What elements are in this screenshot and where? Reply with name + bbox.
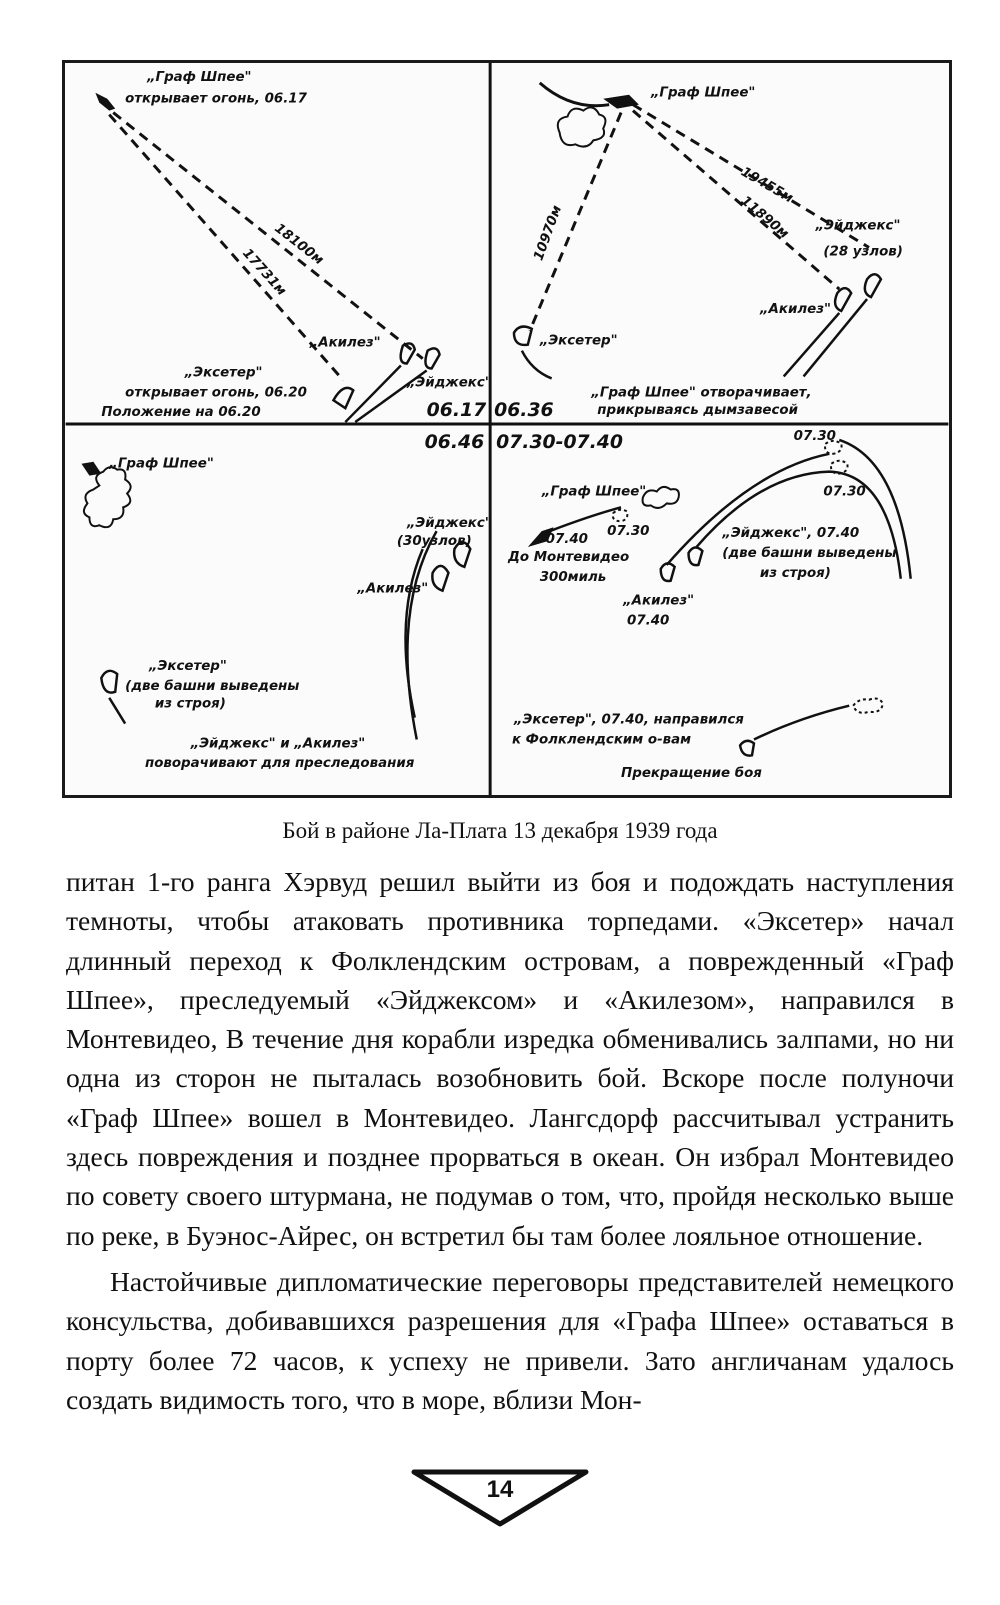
q4-spee-ghost-icon [613, 510, 628, 522]
paragraph-2: Настойчивые дипломатические переговоры представителей немецкого консульства, добивавшихся разрешения для «Графа Шпее» оставаться в порту более 72 часов, к успеху не привели. Зато англичанам удалось создать видимость того, что в море, вблизи Мон- [66, 1265, 954, 1415]
q4-t3: 07.30 [607, 524, 650, 540]
q4-end: Прекращение боя [621, 766, 762, 782]
q4-montevideo1: До Монтевидео [507, 549, 630, 565]
spee-turn-track [540, 83, 609, 106]
body-text [66, 862, 954, 1419]
q2-time: 06.36 [494, 400, 554, 422]
q4-ajax-line2: (две башни выведены [722, 545, 897, 561]
q3-achilles-ship-icon [432, 566, 448, 591]
q2-ajax-ship-icon [865, 274, 881, 297]
q2-achilles: „Акилез" [759, 301, 831, 317]
q2-achilles-ship-icon [835, 288, 851, 311]
q1-range-1: 18100м [271, 220, 326, 269]
q2-exeter: „Эксетер" [539, 333, 618, 349]
quadrant-2 [494, 83, 903, 421]
q1-range-2: 17731м [239, 246, 289, 299]
q2-exeter-wake [522, 351, 552, 379]
q2-range-1: 19455м [738, 164, 796, 207]
q2-spee: „Граф Шпее" [650, 85, 756, 101]
q4-spee-time: 07.40 [545, 532, 588, 548]
ajax-ship-icon [425, 348, 439, 368]
figure-caption: Бой в районе Ла-Плата 13 декабря 1939 года [282, 818, 718, 843]
q4-achilles2: 07.40 [627, 613, 670, 629]
q3-smoke-icon [84, 467, 131, 527]
q4-t2: 07.30 [823, 484, 866, 500]
q4-exeter-ship-icon [740, 741, 754, 756]
q4-time: 07.30-07.40 [496, 431, 624, 453]
q3-pursuit2: поворачивают для преследования [144, 756, 415, 772]
q3-achilles: „Акилез" [357, 581, 429, 597]
q3-exeter-note1: (две башни выведены [125, 678, 300, 694]
q3-pursuit1: „Эйджекс" и „Акилез" [190, 736, 366, 752]
q1-achilles: „Акилез" [309, 335, 381, 351]
q3-time: 06.46 [424, 431, 485, 453]
q3-exeter-ship-icon [101, 671, 117, 693]
q2-turn-line2: прикрываясь дымзавесой [597, 403, 798, 419]
q4-ajax-line1: „Эйджекс", 07.40 [722, 526, 860, 542]
q3-exeter-wake [109, 698, 125, 724]
q2-range-3: 10970м [531, 203, 566, 263]
q2-turn-line1: „Граф Шпее" отворачивает, [591, 385, 812, 401]
q3-spee: „Граф Шпее" [109, 456, 214, 472]
q4-montevideo2: 300миль [539, 569, 607, 585]
battle-diagram [62, 60, 952, 798]
q4-t1: 07.30 [793, 428, 836, 444]
q4-exeter-track [754, 706, 849, 740]
q4-exeter-ghost-icon [853, 698, 883, 712]
page-number: 14 [486, 1476, 514, 1503]
q4-smoke-icon [643, 487, 679, 508]
q4-exeter1: „Эксетер", 07.40, направился [513, 712, 744, 728]
q3-ajax-speed: (30узлов) [396, 534, 472, 550]
q4-ajax-ship-icon [689, 547, 703, 565]
q2-range-line-achilles [633, 111, 839, 290]
q4-spee: „Граф Шпее" [541, 484, 647, 500]
quadrant-3 [81, 432, 491, 771]
page-number-badge [410, 1468, 590, 1528]
q3-ajax: „Эйджекс" [406, 516, 492, 532]
q1-spee-title: „Граф Шпее" [146, 69, 252, 85]
q1-time: 06.17 [426, 400, 487, 422]
q1-ajax: „Эйджекс" [406, 375, 492, 391]
q2-exeter-ship-icon [514, 327, 532, 345]
q4-exeter2: к Фолклендским о-вам [511, 732, 692, 748]
q3-exeter: „Эксетер" [148, 659, 227, 675]
quadrant-4 [496, 429, 911, 781]
battle-diagram-svg [65, 63, 949, 795]
smoke-screen-icon [558, 107, 606, 146]
paragraph-1: питан 1-го ранга Хэрвуд решил выйти из боя и подождать наступления темноты, чтобы атаковать противника торпедами. «Эксетер» начал длинный переход к Фолклендским островам, а поврежденный «Граф Шпее», преследуемый «Эйджексом» и «Акилезом», направился в Монтевидео, В течение дня корабли изредка обменивались залпами, но ни одна из сторон не пыталась возобновить бой. Вскоре после полуночи «Граф Шпее» вошел в Монтевидео. Лангсдорф рассчитывал устранить здесь повреждения и позднее прорваться в океан. Он избрал Монтевидео по совету своего штурмана, не подумав о том, что, пройдя несколько выше по реке, в Буэнос-Айрес, он встретил бы там более лояльное отношение. [66, 866, 954, 1251]
quadrant-1 [95, 70, 491, 422]
range-line-1 [113, 113, 422, 359]
q1-exeter-title: „Эксетер" [184, 365, 263, 381]
q1-spee-action: открывает огонь, 06.17 [125, 91, 307, 107]
q4-achilles1: „Акилез" [623, 593, 695, 609]
q1-position: Положение на 06.20 [101, 405, 261, 421]
q2-ajax: „Эйджекс" [815, 218, 901, 234]
q3-exeter-note2: из строя) [154, 696, 226, 712]
q1-exeter-action: открывает огонь, 06.20 [125, 385, 307, 401]
q4-ajax-line3: из строя) [759, 565, 831, 581]
q4-achilles-ship-icon [661, 563, 675, 581]
exeter-ship-icon [333, 388, 353, 408]
q2-ajax-speed: (28 узлов) [823, 244, 903, 260]
graf-spee-ship-icon [95, 93, 115, 111]
q2-range-2: 11890м [737, 193, 792, 242]
